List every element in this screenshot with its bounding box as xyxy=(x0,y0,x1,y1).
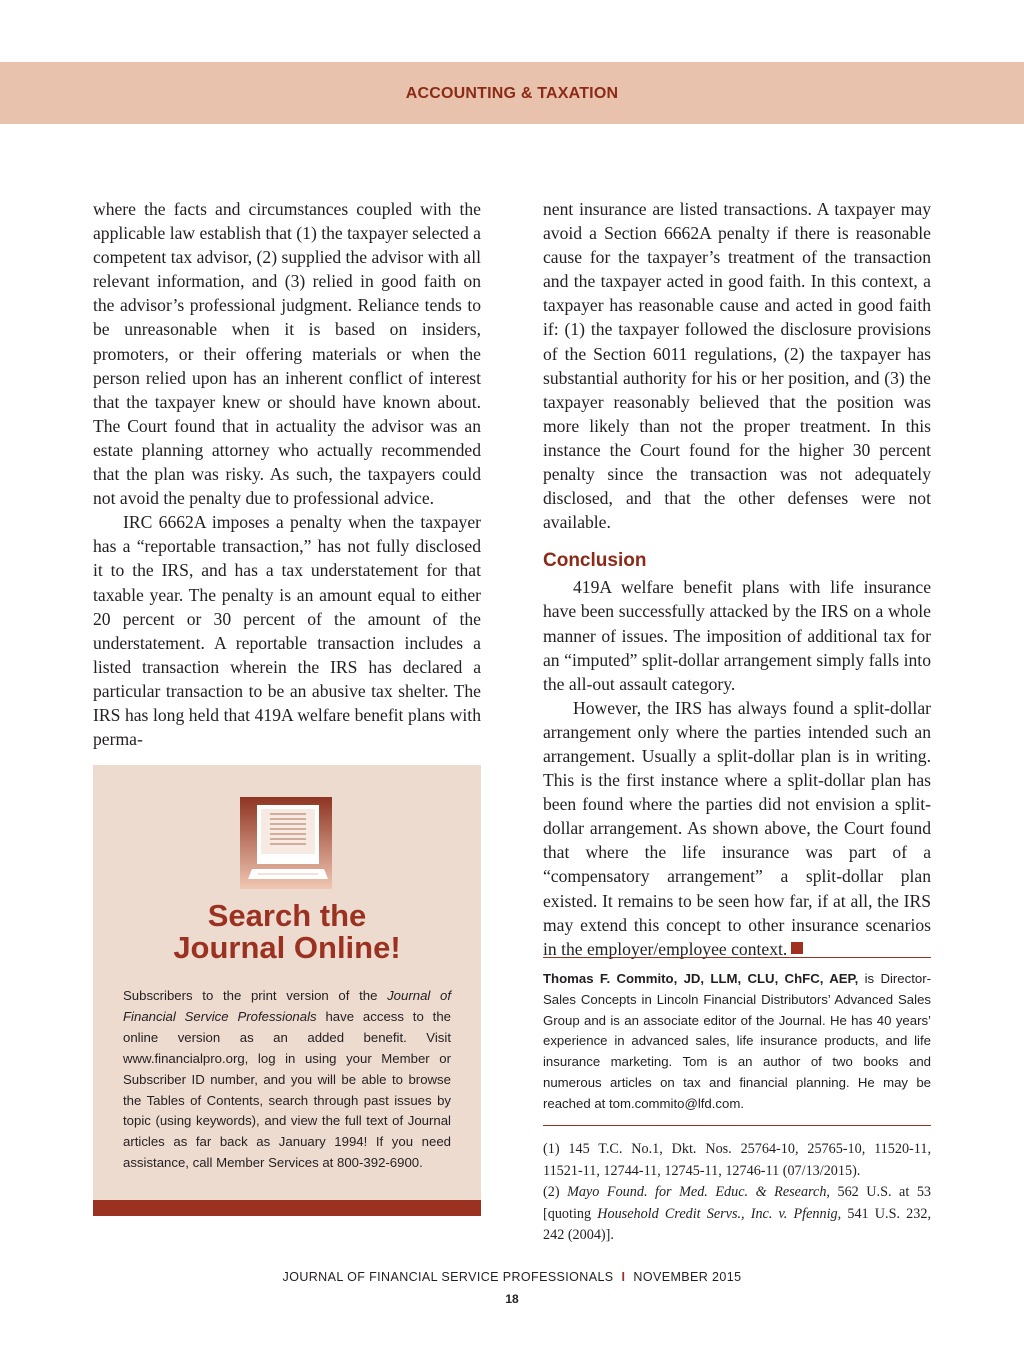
right-column xyxy=(543,197,931,961)
journal-title-italic: Journal of Financial Service Professionals xyxy=(123,988,451,1024)
promo-title xyxy=(93,900,481,964)
footnotes xyxy=(543,1139,931,1247)
footnote-part: (2) xyxy=(543,1184,568,1200)
page-footer xyxy=(0,1270,1024,1284)
promo-title-line: Journal Online! xyxy=(173,930,401,965)
conclusion-heading: Conclusion xyxy=(543,550,647,572)
divider-bottom xyxy=(543,1125,931,1126)
footnote-part: 562 U.S. at 53 [quoting xyxy=(543,1184,932,1222)
promo-text xyxy=(123,986,451,1174)
paragraph-text: However, the IRS has always found a split-dollar arrangement only where the parties intended such an arrangement. Usually a split-dollar plan is in writing. This is the first instance where a split-dollar plan has been found where the parties did not envision a split-dollar arrangement. As shown above, the Court found that where the life insurance was part of a “compensatory arrangement” a split-dollar plan existed. It remains to be seen how far, if at all, the IRS may extend this concept to other insurance scenarios in the employer/employee context. xyxy=(543,697,931,959)
case-name: Mayo Found. for Med. Educ. & Research, xyxy=(567,1184,830,1200)
promo-bottom-bar xyxy=(93,1200,481,1216)
author-bio xyxy=(543,969,931,1115)
computer-monitor-icon xyxy=(240,797,332,889)
left-column xyxy=(93,197,481,751)
body-paragraph: 419A welfare benefit plans with life insurance have been successfully attacked by the IRS on a whole manner of issues. The imposition of additional tax for an “imputed” split-dollar arrangement simply falls into the all-out assault category. xyxy=(543,577,931,694)
section-title: ACCOUNTING & TAXATION xyxy=(405,85,619,102)
promo-text-part: have access to the online version as an added benefit. Visit www.financialpro.org, log in using your Member or Subscriber ID number, and you will be able to browse the Tables of Contents, search through past issues by topic (using keywords), and view the full text of Journal articles as far back as January 1994! If you need assistance, call Member Services at 800-392-6900. xyxy=(123,1008,451,1171)
page-number: 18 xyxy=(505,1292,519,1306)
author-bio-text: is Director-Sales Concepts in Lincoln Financial Distributors’ Advanced Sales Group and is an associate editor of the Journal. He has 40 years’ experience in advanced sales, life insurance products, and life insurance marketing. Tom is an author of two books and numerous articles on tax and financial planning. He may be reached at tom.commito@lfd.com. xyxy=(543,971,932,1111)
body-paragraph xyxy=(543,696,931,961)
body-paragraph: nent insurance are listed transactions. A taxpayer may avoid a Section 6662A penalty if there is reasonable cause for the taxpayer’s treatment of the transaction and the taxpayer acted in good faith. In this context, a taxpayer has reasonable cause and acted in good faith if: (1) the taxpayer followed the disclosure provisions of the Section 6011 regulations, (2) the taxpayer has substantial authority for his or her position, and (3) the taxpayer reasonably believed that the position was more likely than not the proper treatment. In this instance the Court found for the higher 30 percent penalty since the transaction was not adequately disclosed, and that the other defenses were not available. xyxy=(543,199,931,533)
divider-top xyxy=(543,957,931,958)
body-paragraph: IRC 6662A imposes a penalty when the taxpayer has a “reportable transaction,” has not fully disclosed it to the IRS, and has a tax understatement for that taxable year. The penalty is an amount equal to either 20 percent or 30 percent of the amount of the understatement. A reportable transaction includes a listed transaction wherein the IRS has declared a particular transaction to be an abusive tax shelter. The IRS has long held that 419A welfare benefit plans with perma- xyxy=(93,512,481,750)
footnote-part: 541 U.S. 232, 242 (2004)]. xyxy=(543,1205,931,1243)
footnote: (1) 145 T.C. No.1, Dkt. Nos. 25764-10, 25765-10, 11520-11, 11521-11, 12744-11, 12745-11, 12746-11 (07/13/2015). xyxy=(543,1141,931,1179)
case-name: Household Credit Servs., Inc. v. Pfennig, xyxy=(597,1205,842,1222)
promo-text-part: Subscribers to the print version of the xyxy=(123,988,388,1003)
footer-separator: I xyxy=(621,1270,626,1284)
journal-name: JOURNAL OF FINANCIAL SERVICE PROFESSIONALS xyxy=(282,1270,614,1284)
issue-date: NOVEMBER 2015 xyxy=(633,1270,742,1284)
end-of-article-mark xyxy=(791,942,803,954)
author-name: Thomas F. Commito, JD, LLM, CLU, ChFC, AEP, xyxy=(543,971,859,986)
body-paragraph: where the facts and circumstances coupled with the applicable law establish that (1) the taxpayer selected a competent tax advisor, (2) supplied the advisor with all relevant information, and (3) relied in good faith on the advisor’s professional judgment. Reliance tends to be unreasonable when it is based on insiders, promoters, or their offering materials or when the person relied upon has an inherent conflict of interest that the taxpayer knew or should have known about. The Court found that in actuality the advisor was an estate planning attorney who actually recommended that the plan was risky. As such, the taxpayers could not avoid the penalty due to professional advice. xyxy=(93,199,481,509)
promo-title-line: Search the xyxy=(207,898,367,933)
footnote xyxy=(543,1182,931,1247)
